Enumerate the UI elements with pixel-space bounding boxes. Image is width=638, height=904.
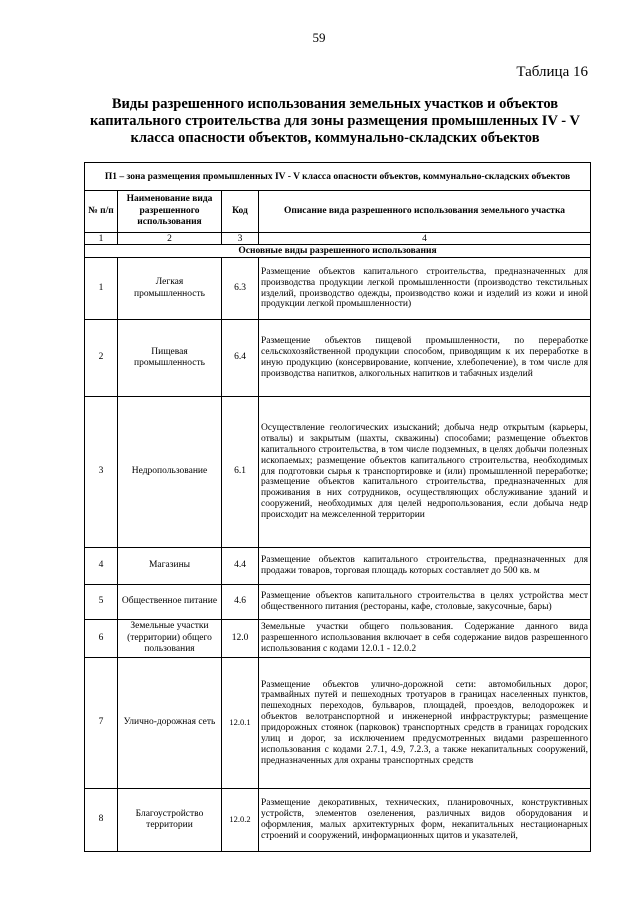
column-number: 2	[118, 233, 222, 245]
column-number: 4	[259, 233, 591, 245]
row-description: Размещение декоративных, технических, планировочных, конструктивных устройств, элементов озеленения, различных видов оборудования и оформления, малых архитектурных форм, некапитальных нестационарных строений и сооружений, информационных щитов и указателей,	[259, 789, 591, 852]
table-row	[85, 658, 591, 789]
row-number: 4	[85, 548, 118, 585]
row-code: 6.4	[222, 320, 259, 397]
section-title-row	[85, 245, 591, 258]
row-number: 6	[85, 620, 118, 658]
row-description: Земельные участки общего пользования. Содержание данного вида разрешенного использования включает в себя содержание видов разрешенного использования с кодами 12.0.1 - 12.0.2	[259, 620, 591, 658]
row-description: Размещение объектов улично-дорожной сети: автомобильных дорог, трамвайных путей и пешеходных тротуаров в границах населенных пунктов, пешеходных переходов, бульваров, площадей, проездов, велодорожек и объектов велотранспортной и инженерной инфраструктуры; размещение придорожных стоянок (парковок) транспортных средств в границах городских улиц и дорог, за исключением предусмотренных видами разрешенного использования с кодами 2.7.1, 4.9, 7.2.3, а также некапитальных сооружений, предназначенных для охраны транспортных средств	[259, 658, 591, 789]
column-header-number: № п/п	[85, 191, 118, 233]
column-number: 3	[222, 233, 259, 245]
row-code: 4.6	[222, 585, 259, 620]
row-name: Магазины	[118, 548, 222, 585]
row-name: Земельные участки (территории) общего пользования	[118, 620, 222, 658]
row-description: Размещение объектов капитального строительства в целях устройства мест общественного питания (рестораны, кафе, столовые, закусочные, бары)	[259, 585, 591, 620]
row-number: 7	[85, 658, 118, 789]
column-header-description: Описание вида разрешенного использования земельного участка	[259, 191, 591, 233]
row-description: Осуществление геологических изысканий; добыча недр открытым (карьеры, отвалы) и закрытым (шахты, скважины) способами; размещение объектов капитального строительства, в том числе подземных, в целях добычи полезных ископаемых; размещение объектов капитального строительства, необходимых для подготовки сырья к транспортировке и (или) промышленной переработке; размещение объектов капитального строительства, предназначенных для проживания в них сотрудников, осуществляющих обслуживание зданий и сооружений, необходимых для целей недропользования, если добыча недр происходит на межселенной территории	[259, 397, 591, 548]
column-number: 1	[85, 233, 118, 245]
row-name: Благоустройство территории	[118, 789, 222, 852]
row-name: Легкая промышленность	[118, 258, 222, 320]
table-label: Таблица 16	[516, 64, 588, 80]
zone-header-row	[85, 163, 591, 191]
column-number-row	[85, 233, 591, 245]
land-use-table	[84, 162, 591, 852]
row-code: 12.0.1	[222, 658, 259, 789]
row-code: 12.0	[222, 620, 259, 658]
row-number: 3	[85, 397, 118, 548]
page-number: 59	[312, 30, 326, 45]
row-code: 6.3	[222, 258, 259, 320]
column-header-row	[85, 191, 591, 233]
column-header-name: Наименование вида разрешенного использования	[118, 191, 222, 233]
row-code: 6.1	[222, 397, 259, 548]
table-row	[85, 397, 591, 548]
row-code: 4.4	[222, 548, 259, 585]
row-name: Общественное питание	[118, 585, 222, 620]
zone-header: П1 – зона размещения промышленных IV - V класса опасности объектов, коммунально-складских объектов	[85, 163, 591, 191]
row-description: Размещение объектов капитального строительства, предназначенных для продажи товаров, торговая площадь которых составляет до 500 кв. м	[259, 548, 591, 585]
row-name: Улично-дорожная сеть	[118, 658, 222, 789]
row-code: 12.0.2	[222, 789, 259, 852]
table-row	[85, 258, 591, 320]
document-title: Виды разрешенного использования земельных участков и объектов капитального строительства для зоны размещения промышленных IV - V класса опасности объектов, коммунально-складских объектов	[90, 96, 580, 146]
table-row	[85, 585, 591, 620]
table-row	[85, 548, 591, 585]
table-row	[85, 320, 591, 397]
row-number: 5	[85, 585, 118, 620]
column-header-code: Код	[222, 191, 259, 233]
row-number: 8	[85, 789, 118, 852]
row-description: Размещение объектов капитального строительства, предназначенных для производства продукции легкой промышленности (производство текстильных изделий, производство одежды, производство кожи и изделий из кожи и иной продукции легкой промышленности)	[259, 258, 591, 320]
row-description: Размещение объектов пищевой промышленности, по переработке сельскохозяйственной продукции способом, приводящим к их переработке в иную продукцию (консервирование, копчение, хлебопечение), в том числе для производства напитков, алкогольных напитков и табачных изделий	[259, 320, 591, 397]
row-number: 2	[85, 320, 118, 397]
table-row	[85, 789, 591, 852]
table-row	[85, 620, 591, 658]
row-number: 1	[85, 258, 118, 320]
row-name: Недропользование	[118, 397, 222, 548]
section-title: Основные виды разрешенного использования	[85, 245, 591, 258]
row-name: Пищевая промышленность	[118, 320, 222, 397]
